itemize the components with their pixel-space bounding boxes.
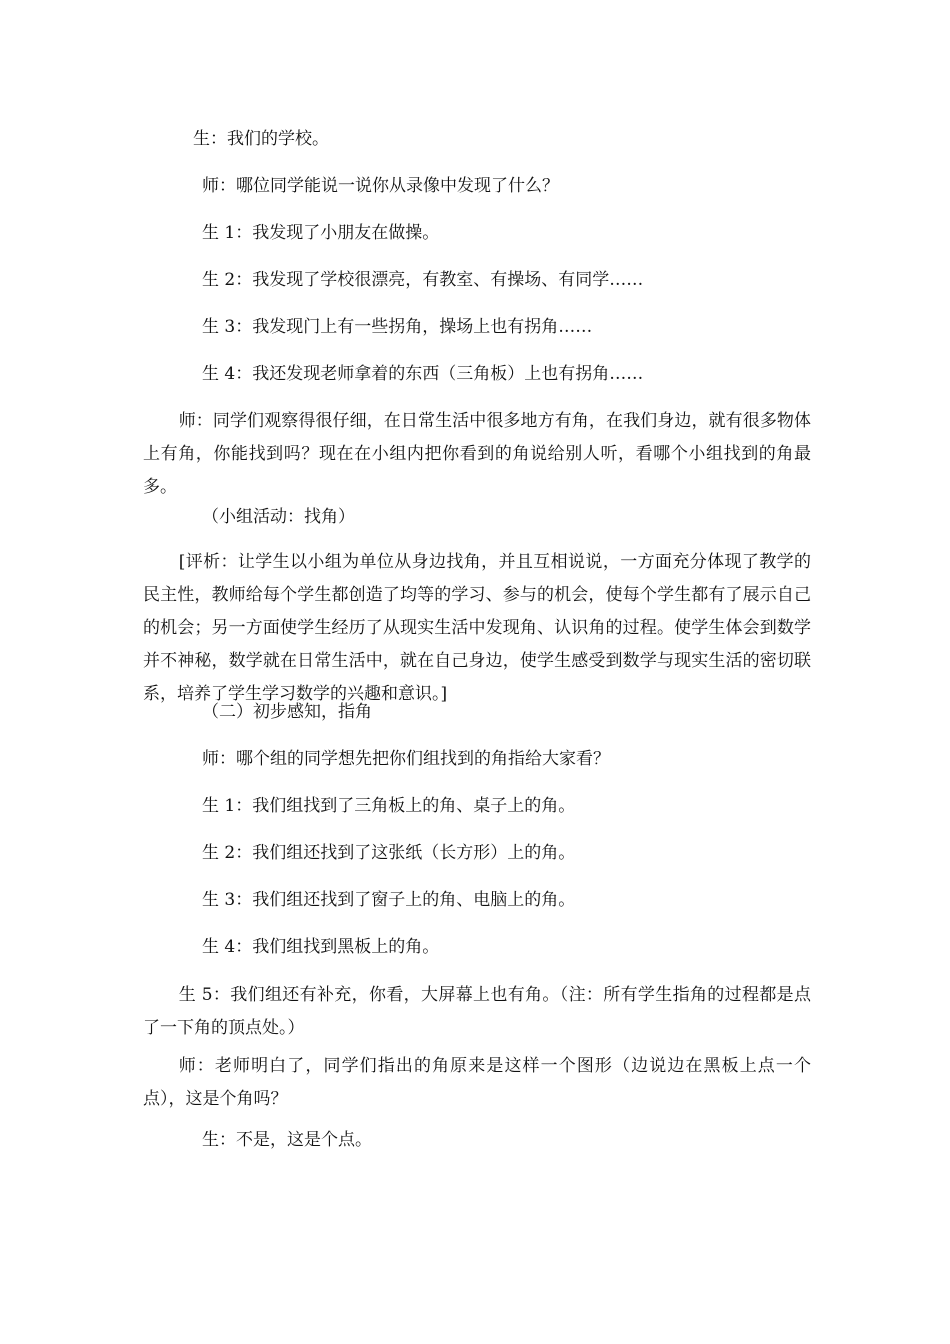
- dialogue-line: 生 4：我还发现老师拿着的东西（三角板）上也有拐角……: [202, 364, 644, 384]
- dialogue-line: 生 4：我们组找到黑板上的角。: [202, 937, 440, 957]
- dialogue-line: 生：不是，这是个点。: [202, 1130, 372, 1150]
- dialogue-line: 生 3：我们组还找到了窗子上的角、电脑上的角。: [202, 890, 576, 910]
- teacher-paragraph: 师：同学们观察得很仔细，在日常生活中很多地方有角，在我们身边，就有很多物体上有角，你能找到吗？现在在小组内把你看到的角说给别人听，看哪个小组找到的角最多。: [143, 411, 811, 497]
- student-paragraph: 生 5：我们组还有补充，你看，大屏幕上也有角。（注：所有学生指角的过程都是点了一下角的顶点处。）: [143, 985, 811, 1038]
- comment-paragraph: [评析：让学生以小组为单位从身边找角，并且互相说说，一方面充分体现了教学的民主性，教师给每个学生都创造了均等的学习、参与的机会，使每个学生都有了展示自己的机会；另一方面使学生经历了从现实生活中发现角、认识角的过程。使学生体会到数学并不神秘，数学就在日常生活中，就在自己身边，使学生感受到数学与现实生活的密切联系，培养了学生学习数学的兴趣和意识。]: [143, 552, 811, 704]
- teacher-paragraph: 师：老师明白了，同学们指出的角原来是这样一个图形（边说边在黑板上点一个点），这是个角吗？: [143, 1056, 811, 1109]
- dialogue-line: 生 1：我发现了小朋友在做操。: [202, 223, 440, 243]
- dialogue-line: 生：我们的学校。: [193, 129, 329, 149]
- activity-note: （小组活动：找角）: [202, 507, 355, 527]
- dialogue-line: 师：哪位同学能说一说你从录像中发现了什么？: [202, 176, 559, 196]
- dialogue-line: 生 2：我们组还找到了这张纸（长方形）上的角。: [202, 843, 576, 863]
- dialogue-line: 生 2：我发现了学校很漂亮，有教室、有操场、有同学……: [202, 270, 644, 290]
- dialogue-line: 生 3：我发现门上有一些拐角，操场上也有拐角……: [202, 317, 593, 337]
- dialogue-line: 生 1：我们组找到了三角板上的角、桌子上的角。: [202, 796, 576, 816]
- section-heading: （二）初步感知，指角: [202, 702, 372, 722]
- dialogue-line: 师：哪个组的同学想先把你们组找到的角指给大家看？: [202, 749, 610, 769]
